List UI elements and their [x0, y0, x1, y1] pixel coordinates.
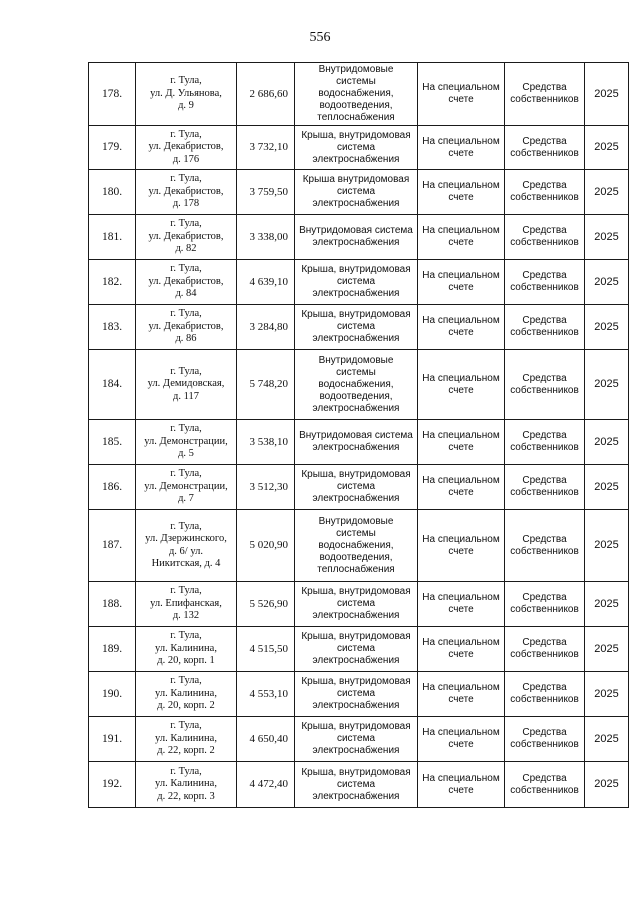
area-cell: 5 526,90	[237, 582, 295, 627]
address-line: д. 178	[172, 198, 200, 210]
systems-cell	[295, 170, 418, 215]
account-line: счете	[448, 237, 474, 248]
systems-line: Крыша внутридомовая	[302, 174, 410, 185]
address-cell	[136, 717, 237, 762]
account-line: На специальном	[422, 772, 500, 784]
systems-line: электроснабжения	[312, 493, 400, 504]
account-line: счете	[448, 739, 474, 750]
systems-cell	[295, 465, 418, 510]
account-cell	[418, 215, 505, 260]
systems-line: Крыша, внутридомовая	[301, 721, 411, 732]
funding-source-line: Средства	[522, 475, 567, 486]
table-row	[89, 63, 629, 126]
systems-cell	[295, 63, 418, 126]
year-cell: 2025	[585, 126, 629, 170]
account-cell	[418, 510, 505, 582]
systems-cell	[295, 305, 418, 350]
table-row	[89, 126, 629, 170]
address-line: г. Тула,	[170, 308, 202, 320]
funding-source-line: собственников	[510, 442, 579, 453]
funding-source-line: Средства	[522, 682, 567, 693]
address-line: ул. Епифанская,	[150, 597, 222, 609]
address-line: г. Тула,	[170, 365, 202, 377]
address-line: д. 176	[172, 153, 200, 165]
area-cell: 3 759,50	[237, 170, 295, 215]
account-line: На специальном	[422, 225, 500, 236]
funding-source-line: собственников	[510, 694, 579, 705]
year-cell: 2025	[585, 717, 629, 762]
address-line: ул. Дзержинского,	[145, 533, 227, 544]
funding-source-line: Средства	[522, 82, 567, 93]
systems-line: электроснабжения	[312, 153, 400, 165]
address-line: г. Тула,	[170, 720, 202, 732]
account-cell	[418, 420, 505, 465]
table-row	[89, 305, 629, 350]
account-line: На специальном	[422, 372, 500, 384]
address-line: ул. Калинина,	[155, 778, 217, 790]
address-line: ул. Декабристов,	[148, 185, 224, 197]
funding-source-line: Средства	[522, 727, 567, 738]
account-line: счете	[448, 487, 474, 498]
funding-source-line: Средства	[522, 772, 567, 784]
systems-cell	[295, 762, 418, 808]
systems-line: системы	[336, 366, 376, 378]
row-number: 185.	[89, 420, 136, 465]
account-cell	[418, 627, 505, 672]
account-line: На специальном	[422, 533, 500, 545]
address-cell	[136, 215, 237, 260]
address-line: ул. Декабристов,	[148, 141, 224, 153]
funding-source-cell	[505, 126, 585, 170]
account-line: На специальном	[422, 430, 500, 441]
systems-cell	[295, 350, 418, 420]
funding-source-line: собственников	[510, 545, 579, 557]
row-number: 189.	[89, 627, 136, 672]
address-line: г. Тула,	[170, 630, 202, 642]
table-row	[89, 627, 629, 672]
address-line: г. Тула,	[170, 520, 202, 532]
systems-cell	[295, 627, 418, 672]
address-line: д. 7	[178, 493, 194, 505]
systems-line: Внутридомовая система	[299, 430, 413, 441]
funding-source-line: собственников	[510, 649, 579, 660]
area-cell: 3 338,00	[237, 215, 295, 260]
systems-cell	[295, 126, 418, 170]
table-row	[89, 465, 629, 510]
account-line: счете	[448, 384, 474, 396]
account-line: счете	[448, 192, 474, 203]
address-line: д. 84	[175, 288, 197, 300]
account-line: счете	[448, 327, 474, 338]
systems-line: электроснабжения	[312, 442, 400, 453]
systems-cell	[295, 717, 418, 762]
address-line: ул. Декабристов,	[148, 320, 224, 332]
funding-source-cell	[505, 420, 585, 465]
address-line: г. Тула,	[170, 75, 202, 87]
area-cell: 3 284,80	[237, 305, 295, 350]
account-line: счете	[448, 545, 474, 557]
account-line: счете	[448, 147, 474, 159]
table-row	[89, 215, 629, 260]
address-cell	[136, 672, 237, 717]
row-number: 181.	[89, 215, 136, 260]
address-cell	[136, 627, 237, 672]
area-cell: 4 650,40	[237, 717, 295, 762]
account-line: счете	[448, 282, 474, 293]
systems-line: системы	[336, 76, 376, 87]
year-cell: 2025	[585, 260, 629, 305]
account-line: счете	[448, 694, 474, 705]
table-row	[89, 762, 629, 808]
funding-source-line: Средства	[522, 270, 567, 281]
systems-cell	[295, 672, 418, 717]
address-line: Никитская, д. 4	[151, 558, 221, 569]
area-cell: 3 732,10	[237, 126, 295, 170]
area-cell: 5 748,20	[237, 350, 295, 420]
funding-source-line: Средства	[522, 430, 567, 441]
systems-line: Крыша, внутридомовая	[301, 264, 411, 275]
funding-source-cell	[505, 717, 585, 762]
address-line: ул. Декабристов,	[148, 230, 224, 242]
systems-line: система	[336, 276, 376, 287]
address-line: д. 82	[175, 243, 197, 255]
systems-line: водоснабжения,	[318, 88, 394, 99]
account-line: счете	[448, 442, 474, 453]
systems-line: Крыша, внутридомовая	[301, 469, 411, 480]
address-line: ул. Демонстрации,	[144, 435, 228, 447]
account-line: счете	[448, 94, 474, 105]
systems-line: электроснабжения	[312, 790, 400, 802]
systems-line: системы	[336, 527, 376, 539]
year-cell: 2025	[585, 420, 629, 465]
address-line: д. 86	[175, 333, 197, 345]
funding-source-cell	[505, 582, 585, 627]
account-cell	[418, 63, 505, 126]
systems-line: система	[336, 186, 376, 197]
address-line: ул. Демонстрации,	[144, 480, 228, 492]
account-cell	[418, 582, 505, 627]
funding-source-cell	[505, 510, 585, 582]
funding-source-line: собственников	[510, 192, 579, 203]
account-line: На специальном	[422, 315, 500, 326]
funding-source-line: собственников	[510, 739, 579, 750]
funding-source-line: собственников	[510, 604, 579, 615]
systems-line: Крыша, внутридомовая	[301, 129, 411, 141]
funding-source-cell	[505, 350, 585, 420]
funding-source-cell	[505, 63, 585, 126]
table-row	[89, 170, 629, 215]
area-cell: 3 538,10	[237, 420, 295, 465]
address-line: г. Тула,	[170, 765, 202, 777]
address-line: ул. Калинина,	[155, 687, 217, 699]
address-cell	[136, 305, 237, 350]
row-number: 187.	[89, 510, 136, 582]
account-line: На специальном	[422, 682, 500, 693]
systems-line: электроснабжения	[312, 198, 400, 209]
systems-line: система	[336, 688, 376, 699]
table-row	[89, 510, 629, 582]
address-line: ул. Демидовская,	[147, 378, 225, 390]
row-number: 178.	[89, 63, 136, 126]
table-row	[89, 717, 629, 762]
funding-source-line: Средства	[522, 372, 567, 384]
address-cell	[136, 126, 237, 170]
account-line: На специальном	[422, 727, 500, 738]
address-line: д. 9	[178, 100, 194, 112]
funding-source-cell	[505, 672, 585, 717]
row-number: 186.	[89, 465, 136, 510]
row-number: 184.	[89, 350, 136, 420]
address-line: г. Тула,	[170, 128, 202, 140]
account-cell	[418, 260, 505, 305]
address-cell	[136, 510, 237, 582]
address-line: д. 20, корп. 2	[157, 700, 215, 712]
page-number: 556	[309, 30, 331, 45]
systems-line: система	[336, 141, 376, 153]
systems-line: Внутридомовые	[318, 515, 394, 527]
address-line: ул. Д. Ульянова,	[150, 87, 222, 99]
funding-source-cell	[505, 215, 585, 260]
account-cell	[418, 126, 505, 170]
address-cell	[136, 582, 237, 627]
systems-line: система	[336, 598, 376, 609]
account-line: На специальном	[422, 135, 500, 147]
systems-line: электроснабжения	[312, 237, 400, 248]
systems-line: водоснабжения,	[318, 378, 394, 390]
account-line: счете	[448, 604, 474, 615]
repair-schedule-table	[88, 62, 629, 808]
address-cell	[136, 420, 237, 465]
systems-line: электроснабжения	[312, 610, 400, 621]
systems-line: теплоснабжения	[317, 112, 395, 123]
funding-source-line: собственников	[510, 784, 579, 796]
funding-source-line: Средства	[522, 180, 567, 191]
funding-source-line: собственников	[510, 384, 579, 396]
systems-line: Крыша, внутридомовая	[301, 631, 411, 642]
area-cell: 2 686,60	[237, 63, 295, 126]
table-row	[89, 672, 629, 717]
systems-line: Внутридомовые	[318, 64, 394, 75]
account-line: счете	[448, 784, 474, 796]
systems-line: Крыша, внутридомовая	[301, 676, 411, 687]
funding-source-line: Средства	[522, 315, 567, 326]
funding-source-line: собственников	[510, 237, 579, 248]
year-cell: 2025	[585, 627, 629, 672]
funding-source-line: Средства	[522, 533, 567, 545]
address-line: ул. Калинина,	[155, 732, 217, 744]
address-cell	[136, 170, 237, 215]
account-line: счете	[448, 649, 474, 660]
address-line: ул. Калинина,	[155, 642, 217, 654]
account-cell	[418, 465, 505, 510]
account-cell	[418, 170, 505, 215]
address-line: д. 117	[173, 390, 199, 402]
funding-source-line: собственников	[510, 147, 579, 159]
row-number: 190.	[89, 672, 136, 717]
address-cell	[136, 465, 237, 510]
year-cell: 2025	[585, 672, 629, 717]
address-line: г. Тула,	[170, 585, 202, 597]
year-cell: 2025	[585, 215, 629, 260]
table-row	[89, 582, 629, 627]
address-line: д. 132	[172, 610, 200, 622]
row-number: 180.	[89, 170, 136, 215]
funding-source-cell	[505, 627, 585, 672]
funding-source-cell	[505, 170, 585, 215]
systems-line: Внутридомовые	[318, 354, 394, 366]
row-number: 183.	[89, 305, 136, 350]
account-cell	[418, 305, 505, 350]
systems-cell	[295, 582, 418, 627]
address-line: д. 5	[178, 448, 194, 460]
systems-cell	[295, 420, 418, 465]
address-line: ул. Декабристов,	[148, 275, 224, 287]
systems-line: Крыша, внутридомовая	[301, 309, 411, 320]
address-line: д. 6/ ул.	[168, 545, 204, 557]
systems-line: электроснабжения	[312, 402, 400, 414]
account-line: На специальном	[422, 475, 500, 486]
year-cell: 2025	[585, 465, 629, 510]
funding-source-cell	[505, 260, 585, 305]
funding-source-line: собственников	[510, 327, 579, 338]
row-number: 179.	[89, 126, 136, 170]
table-row	[89, 350, 629, 420]
year-cell: 2025	[585, 582, 629, 627]
systems-line: система	[336, 481, 376, 492]
row-number: 182.	[89, 260, 136, 305]
account-cell	[418, 717, 505, 762]
account-cell	[418, 350, 505, 420]
funding-source-line: собственников	[510, 94, 579, 105]
table-row	[89, 260, 629, 305]
systems-line: теплоснабжения	[317, 563, 395, 575]
systems-line: система	[336, 733, 376, 744]
systems-line: водоснабжения,	[318, 539, 394, 551]
address-cell	[136, 350, 237, 420]
account-line: На специальном	[422, 180, 500, 191]
systems-line: система	[336, 643, 376, 654]
row-number: 191.	[89, 717, 136, 762]
address-line: г. Тула,	[170, 263, 202, 275]
systems-line: водоотведения,	[319, 551, 393, 563]
systems-line: Крыша, внутридомовая	[301, 586, 411, 597]
address-line: г. Тула,	[170, 675, 202, 687]
systems-line: система	[336, 321, 376, 332]
area-cell: 4 639,10	[237, 260, 295, 305]
row-number: 192.	[89, 762, 136, 808]
funding-source-cell	[505, 465, 585, 510]
account-line: На специальном	[422, 637, 500, 648]
row-number: 188.	[89, 582, 136, 627]
systems-line: водоотведения,	[319, 100, 393, 111]
systems-cell	[295, 260, 418, 305]
table-row	[89, 420, 629, 465]
systems-line: система	[336, 778, 376, 790]
year-cell: 2025	[585, 305, 629, 350]
systems-line: Внутридомовая система	[299, 225, 413, 236]
address-line: г. Тула,	[170, 173, 202, 185]
address-cell	[136, 762, 237, 808]
area-cell: 5 020,90	[237, 510, 295, 582]
funding-source-cell	[505, 762, 585, 808]
systems-line: электроснабжения	[312, 745, 400, 756]
systems-line: водоотведения,	[319, 390, 393, 402]
funding-source-line: Средства	[522, 225, 567, 236]
systems-cell	[295, 215, 418, 260]
year-cell: 2025	[585, 170, 629, 215]
area-cell: 3 512,30	[237, 465, 295, 510]
address-line: д. 22, корп. 2	[157, 745, 215, 757]
account-cell	[418, 762, 505, 808]
year-cell: 2025	[585, 63, 629, 126]
address-line: г. Тула,	[170, 218, 202, 230]
area-cell: 4 515,50	[237, 627, 295, 672]
systems-line: электроснабжения	[312, 700, 400, 711]
area-cell: 4 553,10	[237, 672, 295, 717]
address-line: д. 20, корп. 1	[157, 655, 215, 667]
address-cell	[136, 260, 237, 305]
systems-line: электроснабжения	[312, 288, 400, 299]
systems-line: электроснабжения	[312, 655, 400, 666]
address-line: д. 22, корп. 3	[157, 790, 215, 802]
area-cell: 4 472,40	[237, 762, 295, 808]
address-line: г. Тула,	[170, 423, 202, 435]
address-line: г. Тула,	[170, 468, 202, 480]
systems-cell	[295, 510, 418, 582]
address-cell	[136, 63, 237, 126]
account-line: На специальном	[422, 592, 500, 603]
funding-source-line: Средства	[522, 135, 567, 147]
account-line: На специальном	[422, 270, 500, 281]
funding-source-line: собственников	[510, 282, 579, 293]
year-cell: 2025	[585, 510, 629, 582]
year-cell: 2025	[585, 762, 629, 808]
funding-source-line: собственников	[510, 487, 579, 498]
funding-source-line: Средства	[522, 592, 567, 603]
systems-line: Крыша, внутридомовая	[301, 766, 411, 778]
systems-line: электроснабжения	[312, 333, 400, 344]
funding-source-cell	[505, 305, 585, 350]
funding-source-line: Средства	[522, 637, 567, 648]
account-line: На специальном	[422, 82, 500, 93]
account-cell	[418, 672, 505, 717]
year-cell: 2025	[585, 350, 629, 420]
